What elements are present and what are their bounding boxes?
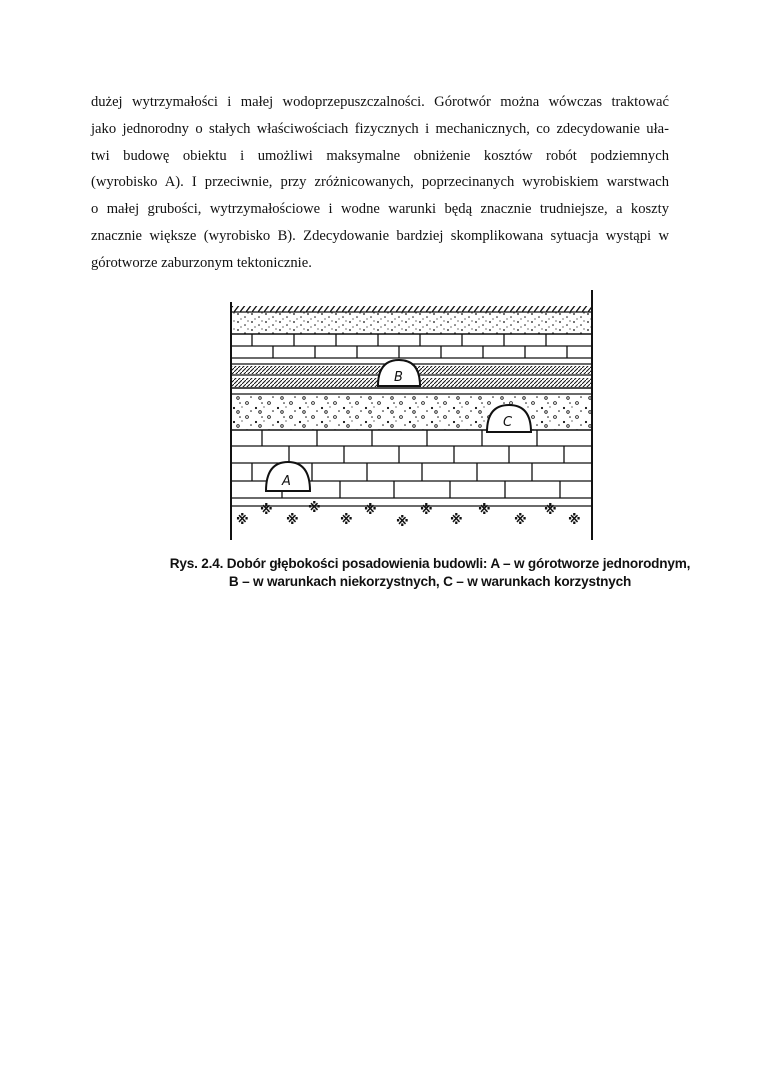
geology-cross-section bbox=[222, 288, 602, 550]
svg-text:※: ※ bbox=[450, 513, 463, 528]
surface-hatch-layer bbox=[232, 306, 592, 312]
body-paragraph bbox=[91, 89, 669, 277]
paragraph-line: jako jednorodny o stałych właściwościach fizycznych i mechanicznych, co zdecydowanie uła- bbox=[91, 120, 669, 137]
svg-text:※: ※ bbox=[568, 513, 581, 528]
excavation-b-label: B bbox=[394, 370, 403, 385]
svg-text:※: ※ bbox=[340, 513, 353, 528]
svg-text:※: ※ bbox=[286, 513, 299, 528]
excavation-a-label: A bbox=[282, 474, 291, 489]
excavation-a bbox=[266, 462, 310, 491]
paragraph-line: (wyrobisko A). I przeciwnie, przy zróżnicowanych, poprzecinanych wyrobiskiem warstwach bbox=[91, 174, 669, 191]
excavation-c-label: C bbox=[503, 415, 513, 430]
svg-text:※: ※ bbox=[396, 515, 409, 530]
caption-line-1: Rys. 2.4. Dobór głębokości posadowienia budowli: A – w górotworze jednorodnym, bbox=[169, 556, 691, 571]
svg-text:※: ※ bbox=[514, 513, 527, 528]
svg-text:※: ※ bbox=[260, 503, 273, 518]
geology-figure bbox=[222, 288, 602, 550]
svg-text:※: ※ bbox=[308, 501, 321, 516]
excavation-b bbox=[378, 360, 420, 386]
svg-text:※: ※ bbox=[478, 503, 491, 518]
paragraph-line: twi budowę obiektu i umożliwi maksymalne obniżenie kosztów robót podziemnych bbox=[91, 147, 669, 164]
svg-text:※: ※ bbox=[420, 503, 433, 518]
paragraph-line: znacznie większe (wyrobisko B). Zdecydowanie bardziej skomplikowana sytuacja wystąpi w bbox=[91, 227, 669, 244]
svg-text:※: ※ bbox=[364, 503, 377, 518]
paragraph-line: górotworze zaburzonym tektonicznie. bbox=[91, 254, 312, 271]
sand-layer bbox=[232, 312, 592, 334]
svg-text:※: ※ bbox=[544, 503, 557, 518]
caption-line-2: B – w warunkach niekorzystnych, C – w warunkach korzystnych bbox=[228, 574, 632, 589]
upper-brick-layer bbox=[232, 334, 592, 364]
paragraph-line: o małej grubości, wytrzymałościowe i wodne warunki będą znacznie trudniejsze, a koszty bbox=[91, 201, 669, 218]
paragraph-line: dużej wytrzymałości i małej wodoprzepuszczalności. Górotwór można wówczas traktować bbox=[91, 94, 669, 110]
figure-caption bbox=[150, 555, 710, 591]
svg-text:※: ※ bbox=[236, 513, 249, 528]
gravel-layer bbox=[232, 396, 592, 430]
